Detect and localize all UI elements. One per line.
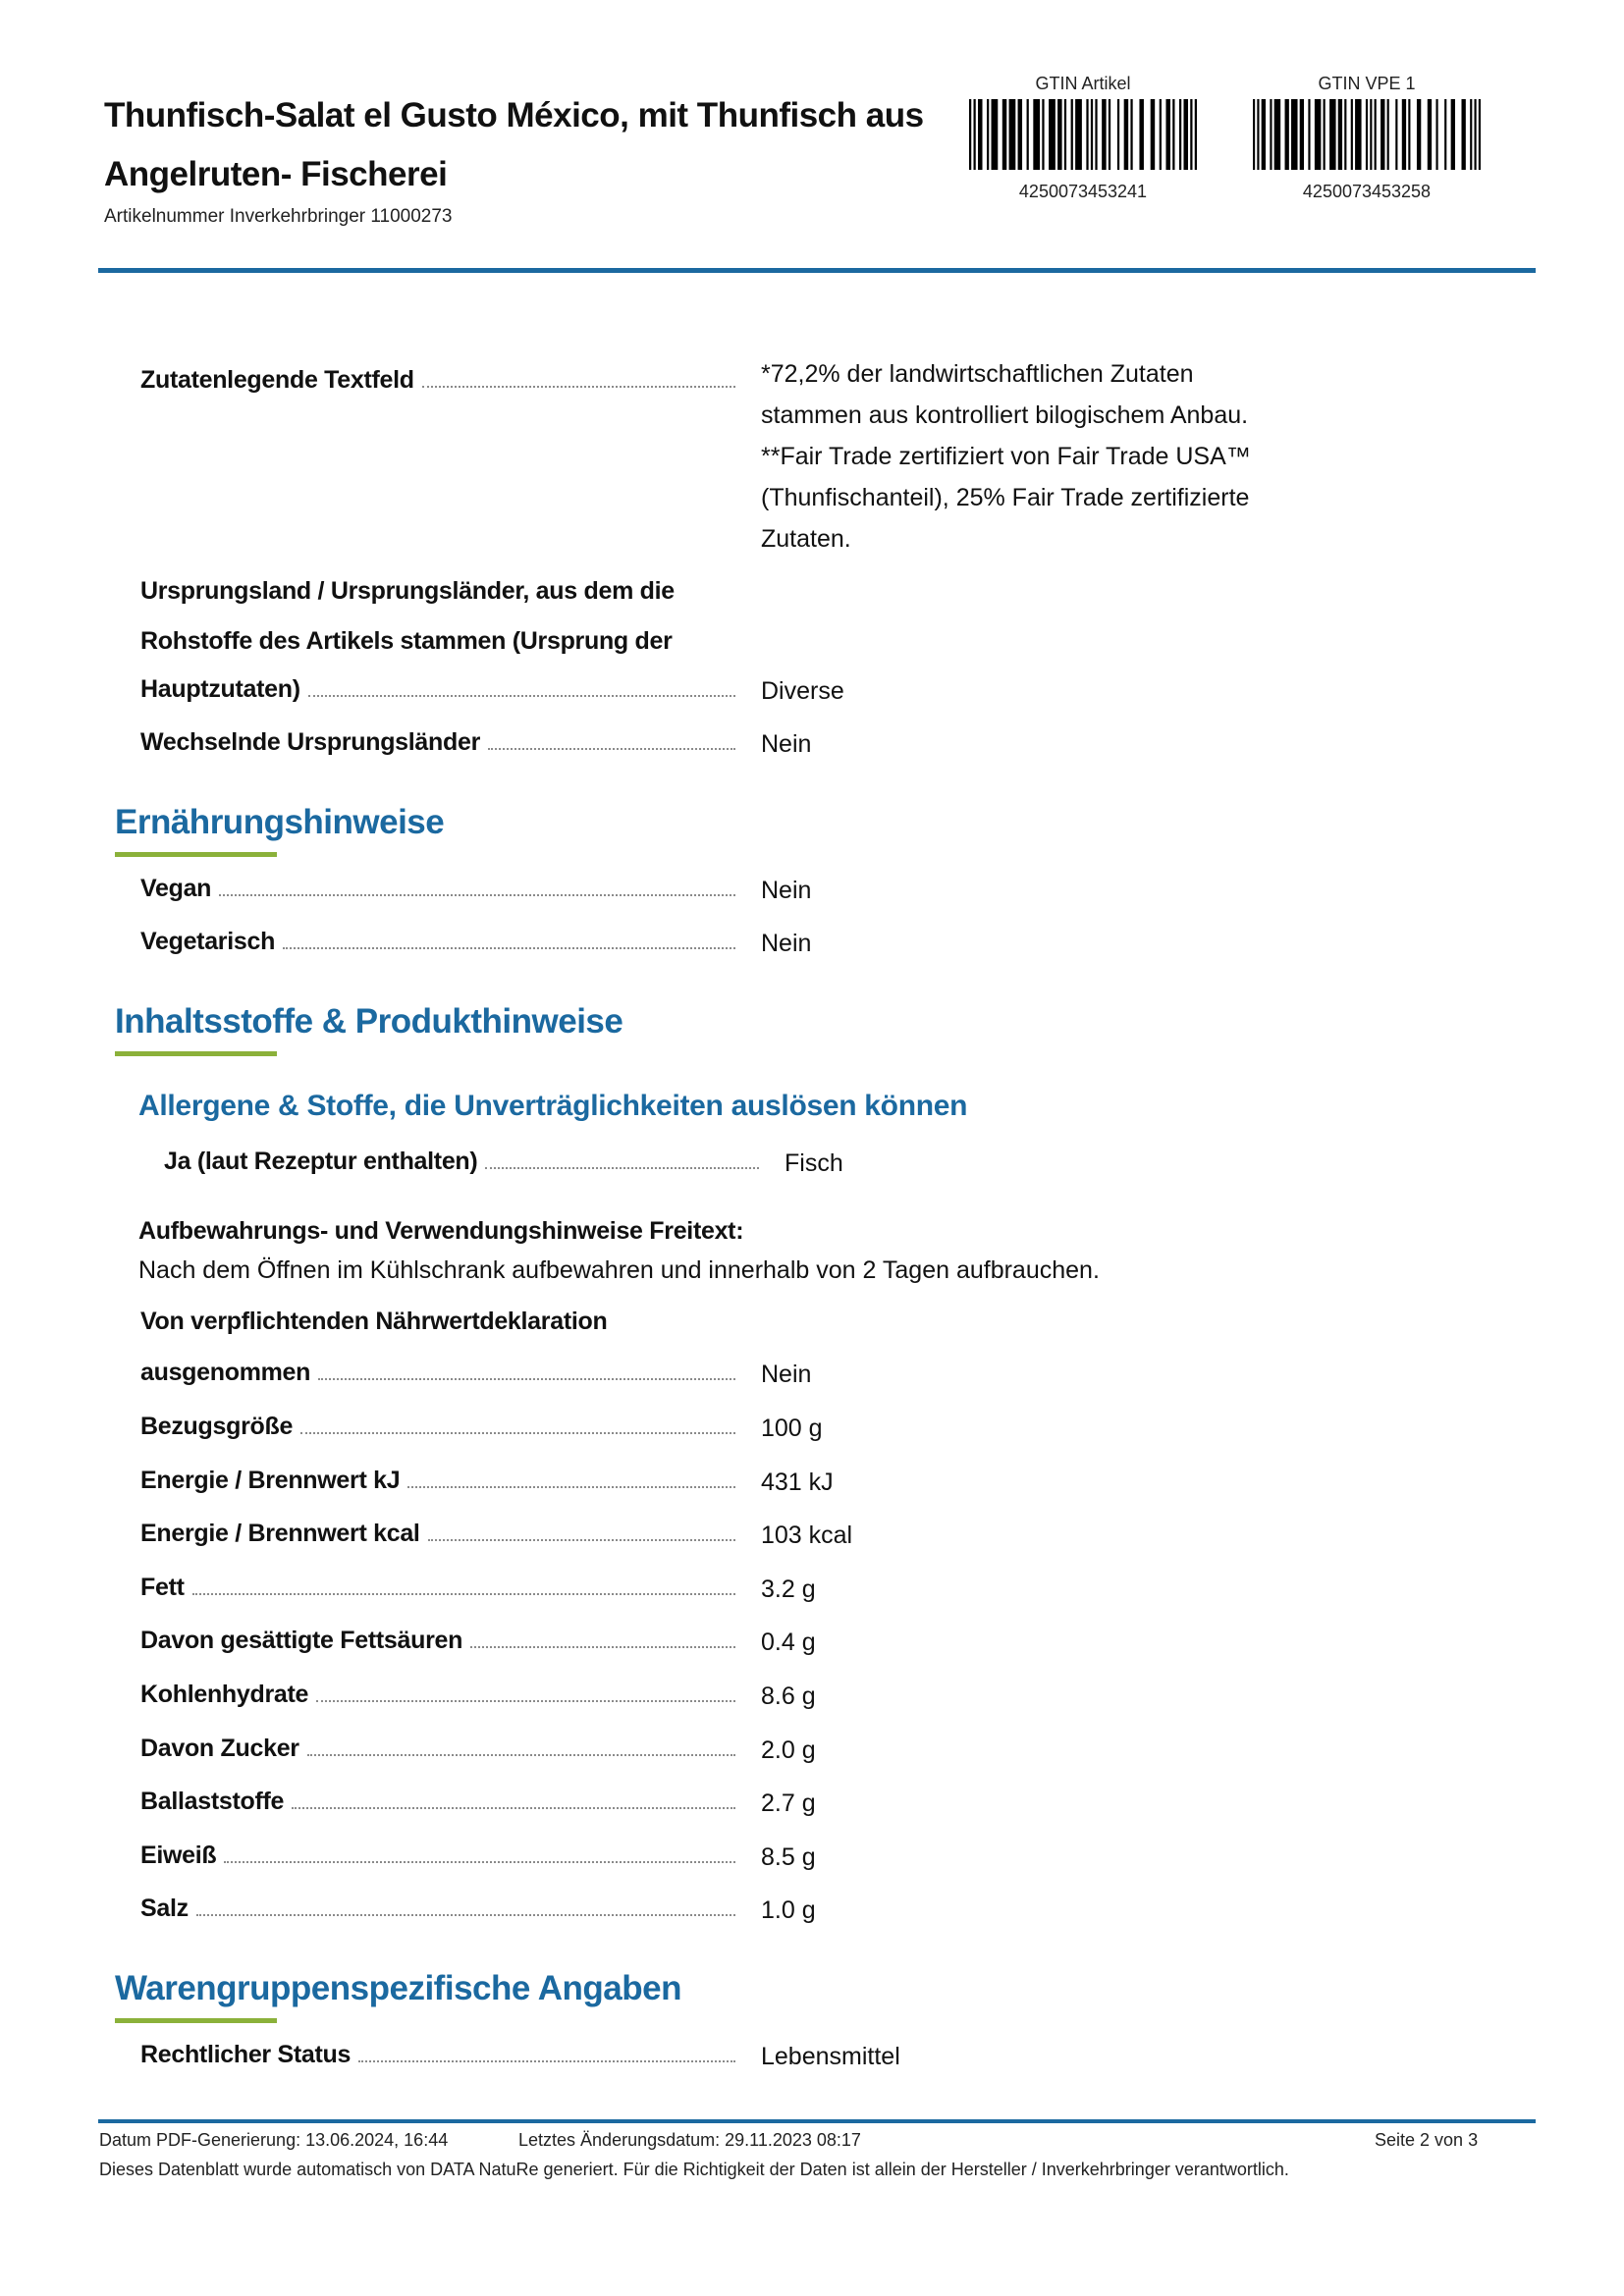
naehrwert-value: 2.7 g [761,1789,816,1817]
rechtlicher-status-label: Rechtlicher Status [140,2038,735,2071]
barcode-bar [1351,99,1353,170]
ursprung-value: Diverse [761,677,844,705]
barcode-bar [1291,99,1298,170]
title-line-2: Angelruten- Fischerei [104,155,448,193]
vegan-value: Nein [761,877,812,904]
barcode-bar [969,99,971,170]
barcode-bar [1190,99,1192,170]
barcode-bar [1124,99,1129,170]
barcode-bar [1417,99,1421,170]
barcode-bar [1461,99,1465,170]
barcode-bar [1151,99,1156,170]
ursprung-label-line: Ursprungsland / Ursprungsländer, aus dem die [140,577,675,605]
naehrwert-label: Salz [140,1892,735,1925]
barcode-bar [1375,99,1377,170]
barcode-bar [1257,99,1259,170]
barcode-bar [1018,99,1023,170]
barcode-bar [1300,99,1304,170]
naehrwert-value: 2.0 g [761,1736,816,1764]
gtin-article-block [965,72,1201,202]
barcode-bar [987,99,989,170]
gtin-vpe-barcode [1253,99,1481,170]
barcode-bar [1102,99,1107,170]
zutatenlegende-line: stammen aus kontrolliert bilogischem Anbau. [761,401,1249,429]
footer-divider [98,2119,1536,2123]
barcode-bar [1451,99,1455,170]
barcode-bar [1344,99,1346,170]
barcode-bar [1165,99,1170,170]
barcode-bar [974,99,976,170]
barcode-bar [1475,99,1477,170]
naehrwert-label: Ballaststoffe [140,1785,735,1818]
barcode-bar [1285,99,1289,170]
naehrwert-value: 0.4 g [761,1629,816,1656]
barcode-bar [1408,99,1410,170]
naehrwert-label: Energie / Brennwert kcal [140,1517,735,1550]
barcode-bar [1139,99,1144,170]
barcode-bar [1042,99,1044,170]
naehrwert-value: 431 kJ [761,1468,834,1496]
naehrwert-label: Bezugsgröße [140,1410,735,1443]
gtin-vpe-block [1249,72,1485,202]
barcode-bar [1183,99,1188,170]
naehrwert-label: Eiweiß [140,1839,735,1872]
barcode-bar [1009,99,1016,170]
naehrwert-value: 8.5 g [761,1843,816,1871]
barcode-bar [1370,99,1372,170]
footer-generated: Datum PDF-Generierung: 13.06.2024, 16:44 [99,2130,449,2150]
barcode-bar [1395,99,1397,170]
barcode-bar [1179,99,1181,170]
vegetarisch-label: Vegetarisch [140,925,735,958]
gtin-vpe-number: 4250073453258 [1302,182,1432,201]
naehrwert-value: 1.0 g [761,1896,816,1924]
ursprung-label-last: Hauptzutaten) [140,672,735,706]
barcode-bar [1308,99,1310,170]
gtin-article-number: 4250073453241 [1018,182,1148,201]
barcode-bar [1470,99,1472,170]
zutatenlegende-line: *72,2% der landwirtschaftlichen Zutaten [761,360,1194,388]
ausgenommen-label-line1: Von verpflichtenden Nährwertdeklaration [140,1308,608,1335]
ursprung-label-line: Rohstoffe des Artikels stammen (Ursprung der [140,627,673,655]
ursprung-label [140,566,735,667]
zutatenlegende-value [761,353,1311,560]
barcode-bar [992,99,999,170]
naehrwert-value: 3.2 g [761,1575,816,1603]
wechselnde-value: Nein [761,730,812,758]
barcode-bar [1160,99,1162,170]
page-title [104,86,968,204]
barcode-bar [1064,99,1066,170]
footer-changed: Letztes Änderungsdatum: 29.11.2023 08:17 [518,2130,861,2150]
section-underline [115,1051,277,1056]
header-divider [98,268,1536,273]
naehrwert-value: 103 kcal [761,1522,853,1549]
naehrwert-label: Energie / Brennwert kJ [140,1464,735,1497]
naehrwert-label: Kohlenhydrate [140,1678,735,1711]
barcode-bar [1091,99,1093,170]
naehrwert-label: Fett [140,1571,735,1604]
section-title-ernaehrung: Ernährungshinweise [115,803,445,841]
barcode-bar [1095,99,1097,170]
naehrwert-value: 8.6 g [761,1682,816,1710]
barcode-bar [1253,99,1255,170]
barcode-bar [1002,99,1007,170]
allergene-value: Fisch [785,1149,843,1177]
barcode-bar [1195,99,1197,170]
section-underline [115,2018,277,2023]
rechtlicher-status-value: Lebensmittel [761,2043,900,2070]
barcode-bar [1355,99,1362,170]
section-underline [115,852,277,857]
zutatenlegende-line: **Fair Trade zertifiziert von Fair Trade USA™ [761,443,1251,470]
barcode-bar [1444,99,1446,170]
barcode-bar [1402,99,1406,170]
wechselnde-label: Wechselnde Ursprungsländer [140,725,735,759]
gtin-vpe-label: GTIN VPE 1 [1318,74,1416,93]
zutatenlegende-label: Zutatenlegende Textfeld [140,363,735,397]
naehrwert-label: Davon Zucker [140,1732,735,1765]
barcode-bar [1172,99,1174,170]
title-line-1: Thunfisch-Salat el Gusto México, mit Thunfisch aus [104,96,924,134]
barcode-bar [1071,99,1073,170]
barcode-bar [978,99,983,170]
freitext-heading: Aufbewahrungs- und Verwendungshinweise Freitext: [138,1217,744,1245]
section-title-warengruppe: Warengruppenspezifische Angaben [115,1969,681,2007]
barcode-bar [1117,99,1119,170]
barcode-bar [1380,99,1384,170]
footer-disclaimer: Dieses Datenblatt wurde automatisch von DATA NatuRe generiert. Für die Richtigkeit der Daten ist allein der Hersteller / Inverkehrbringer verantwortlich. [99,2160,1289,2179]
vegan-label: Vegan [140,872,735,905]
vegetarisch-value: Nein [761,930,812,957]
barcode-bar [1329,99,1336,170]
gtin-article-label: GTIN Artikel [1035,74,1131,93]
barcode-bar [1428,99,1432,170]
ausgenommen-label: ausgenommen [140,1356,735,1389]
barcode-bar [1086,99,1088,170]
barcode-bar [1274,99,1281,170]
barcode-bar [1270,99,1272,170]
section-title-inhalt: Inhaltsstoffe & Produkthinweise [115,1002,623,1041]
barcode-bar [1033,99,1040,170]
gtin-article-barcode [969,99,1197,170]
zutatenlegende-line: Zutaten. [761,525,851,553]
article-number: Artikelnummer Inverkehrbringer 11000273 [104,206,453,227]
barcode-bar [1435,99,1437,170]
naehrwert-label: Davon gesättigte Fettsäuren [140,1624,735,1657]
barcode-bar [1315,99,1322,170]
barcode-bar [1049,99,1056,170]
barcode-bar [1338,99,1342,170]
barcode-bar [1387,99,1389,170]
barcode-bar [1130,99,1132,170]
footer-page-number: Seite 2 von 3 [1375,2130,1479,2150]
barcode-bar [1479,99,1481,170]
freitext-body: Nach dem Öffnen im Kühlschrank aufbewahren und innerhalb von 2 Tagen aufbrauchen. [138,1256,1100,1284]
barcode-bar [1109,99,1110,170]
naehrwert-value: 100 g [761,1415,823,1442]
barcode-bar [1366,99,1368,170]
barcode-bar [1027,99,1029,170]
barcode-bar [1324,99,1326,170]
barcode-bar [1262,99,1266,170]
allergene-label: Ja (laut Rezeptur enthalten) [164,1145,759,1178]
barcode-bar [1075,99,1082,170]
ausgenommen-value: Nein [761,1361,812,1388]
zutatenlegende-line: (Thunfischanteil), 25% Fair Trade zertifizierte [761,484,1250,511]
barcode-bar [1057,99,1062,170]
subsection-title-allergene: Allergene & Stoffe, die Unverträglichkeiten auslösen können [138,1090,968,1122]
